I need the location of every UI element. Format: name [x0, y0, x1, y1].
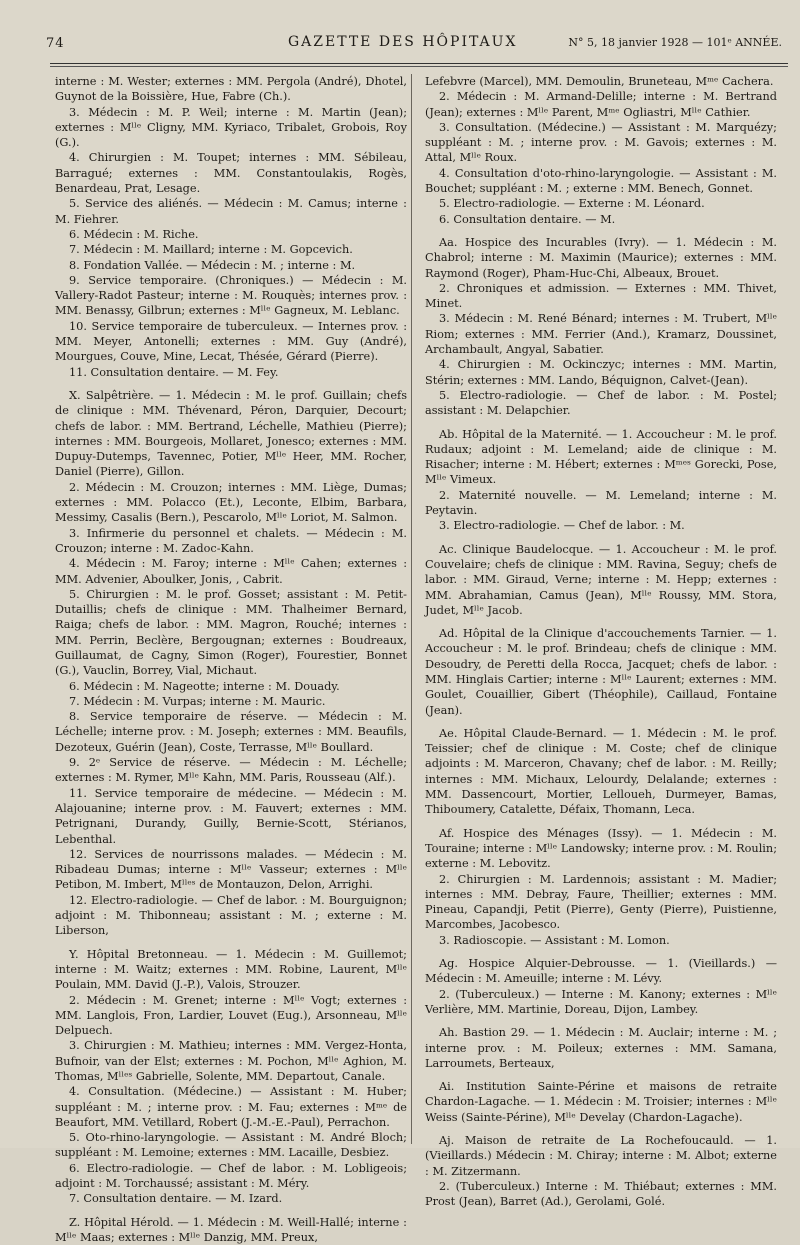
paragraph: 7. Médecin : M. Vurpas; interne : M. Mauric. [69, 694, 326, 708]
section-heading-paragraph: Y. Hôpital Bretonneau. — 1. Médecin : M. Guillemot; interne : M. Waitz; externes : MM. Robine, Laurent, Mˡˡᵉ Poulain, MM. David (J.-P.), Valois, Strouzer. [55, 947, 407, 992]
section-heading-paragraph: X. Salpêtrière. — 1. Médecin : M. le prof. Guillain; chefs de clinique : MM. Thévenard, Péron, Darquier, Decourt; chefs de labor. : MM. Bertrand, Léchelle, Mathieu (Pierre); internes : MM. Bourgeois, Mollaret, Jonesco; externes : MM. Dupuy-Dutemps, Tavennec, Potier, Mˡˡᵉ Heer, MM. Rocher, Daniel (Pierre), Gillon. [55, 388, 407, 479]
paragraph: 10. Service temporaire de tuberculeux. — Internes prov. : MM. Meyer, Antonelli; externes : MM. Guy (André), Mourgues, Couve, Mine, Lecat, Thésée, Gérard (Pierre). [55, 319, 407, 364]
section-heading-paragraph: Ae. Hôpital Claude-Bernard. — 1. Médecin : M. le prof. Teissier; chef de clinique : M. Coste; chef de clinique adjoints : M. Marceron, Chavany; chef de labor. : M. Reilly; internes : MM. Michaux, Lelourdy, Delalande; externes : MM. Dassencourt, Mortier, Lelloueh, Durmeyer, Bamas, Thiboumery, Catalette, Défaix, Thomann, Leca. [425, 726, 777, 817]
paragraph: 2. Médecin : M. Crouzon; internes : MM. Liège, Dumas; externes : MM. Polacco (Et.), Leconte, Elbim, Barbara, Messimy, Casalis (Bern.), Pescarolo, Mˡˡᵉ Loriot, M. Salmon. [55, 480, 407, 525]
paragraph: 9. Service temporaire. (Chroniques.) — Médecin : M. Vallery-Radot Pasteur; interne : M. Rouquès; internes prov. : MM. Benassy, Gilbrun; externes : Mˡˡᵉ Gagneux, M. Leblanc. [55, 273, 407, 318]
paragraph: Lefebvre (Marcel), MM. Demoulin, Bruneteau, Mᵐᵉ Cachera. [425, 75, 774, 88]
section-heading-paragraph: Z. Hôpital Hérold. — 1. Médecin : M. Weill-Hallé; interne : Mˡˡᵉ Maas; externes : Mˡˡᵉ Danzig, MM. Preux, [55, 1215, 407, 1244]
column-divider [411, 74, 412, 1144]
paragraph: 2. (Tuberculeux.) Interne : M. Thiébaut; externes : MM. Prost (Jean), Barret (Ad.), Gerolami, Golé. [425, 1179, 777, 1209]
section-heading-paragraph: Ab. Hôpital de la Maternité. — 1. Accoucheur : M. le prof. Rudaux; adjoint : M. Lemeland; aide de clinique : M. Risacher; interne : M. Hébert; externes : Mᵐᵉˢ Gorecki, Pose, Mˡˡᵉ Vimeux. [425, 427, 777, 487]
paragraph: 5. Oto-rhino-laryngologie. — Assistant : M. André Bloch; suppléant : M. Lemoine; externes : MM. Lacaille, Desbiez. [55, 1131, 407, 1160]
paragraph: 11. Service temporaire de médecine. — Médecin : M. Alajouanine; interne prov. : M. Fauvert; externes : MM. Petrignani, Durandy, Guilly, Bernie-Scott, Stérianos, Lebenthal. [55, 786, 407, 846]
paragraph: 2. (Tuberculeux.) — Interne : M. Kanony; externes : Mˡˡᵉ Verlière, MM. Martinie, Doreau, Dijon, Lambey. [425, 987, 777, 1016]
paragraph: 3. Chirurgien : M. Mathieu; internes : MM. Vergez-Honta, Bufnoir, van der Elst; externes : M. Pochon, Mˡˡᵉ Aghion, M. Thomas, Mˡˡᵉˢ Gabrielle, Solente, MM. Departout, Canale. [55, 1039, 407, 1083]
left-column [55, 74, 407, 1245]
section-heading-paragraph: Ag. Hospice Alquier-Debrousse. — 1. (Vieillards.) — Médecin : M. Ameuille; interne : M. Lévy. [425, 957, 777, 986]
paragraph: 5. Electro-radiologie. — Externe : M. Léonard. [439, 197, 705, 211]
paragraph: 3. Consultation. (Médecine.) — Assistant : M. Marquézy; suppléant : M. ; interne prov. : M. Gavois; externes : M. Attal, Mˡˡᵉ Roux. [425, 120, 777, 165]
paragraph: 3. Electro-radiologie. — Chef de labor. : M. [439, 519, 685, 533]
right-column [425, 74, 777, 1209]
section-heading-paragraph: Ai. Institution Sainte-Périne et maisons de retraite Chardon-Lagache. — 1. Médecin : M. Troisier; internes : Mˡˡᵉ Weiss (Sainte-Périne), Mˡˡᵉ Develay (Chardon-Lagache). [425, 1080, 777, 1124]
paragraph: 3. Infirmerie du personnel et chalets. — Médecin : M. Crouzon; interne : M. Zadoc-Kahn. [55, 526, 407, 555]
paragraph: 4. Chirurgien : M. Toupet; internes : MM. Sébileau, Barragué; externes : MM. Constantoulakis, Rogès, Benardeau, Prat, Lesage. [55, 151, 407, 196]
paragraph: 4. Consultation. (Médecine.) — Assistant : M. Huber; suppléant : M. ; interne prov. : M. Fau; externes : Mᵐᵉ de Beaufort, MM. Vetillard, Robert (J.-M.-E.-Paul), Perrachon. [55, 1085, 407, 1129]
paragraph: 12. Services de nourrissons malades. — Médecin : M. Ribadeau Dumas; interne : Mˡˡᵉ Vasseur; externes : Mˡˡᵉ Petibon, M. Imbert, Mˡˡᵉˢ de Montauzon, Delon, Arrighi. [55, 847, 407, 892]
section-heading-paragraph: Af. Hospice des Ménages (Issy). — 1. Médecin : M. Touraine; interne : Mˡˡᵉ Landowsky; interne prov. : M. Roulin; externe : M. Lebovitz. [425, 826, 777, 871]
paragraph: 3. Médecin : M. René Bénard; internes : M. Trubert, Mˡˡᵉ Riom; externes : MM. Ferrier (And.), Kramarz, Doussinet, Archambault, Angyal, Sabatier. [425, 312, 777, 357]
paragraph: 5. Chirurgien : M. le prof. Gosset; assistant : M. Petit-Dutaillis; chefs de clinique : MM. Thalheimer Bernard, Raiga; chefs de labor. : MM. Magron, Rouché; internes : MM. Perrin, Beclère, Bergougnan; externes : Boudreaux, Guillaumat, de Cagny, Simon (Roger), Fourestier, Bonnet (G.), Vauclin, Borrey, Vial, Michaut. [55, 587, 407, 678]
header-rule-thin [50, 66, 788, 67]
paragraph: 12. Electro-radiologie. — Chef de labor. : M. Bourguignon; adjoint : M. Thibonneau; assistant : M. ; externe : M. Liberson, [55, 893, 407, 938]
section-heading-paragraph: Ah. Bastion 29. — 1. Médecin : M. Auclair; interne : M. ; interne prov. : M. Poileux; externes : MM. Samana, Larroumets, Berteaux, [425, 1026, 777, 1070]
paragraph: 7. Médecin : M. Maillard; interne : M. Gopcevich. [69, 243, 353, 257]
issue-info: N° 5, 18 janvier 1928 — 101ᵉ ANNÉE. [568, 36, 782, 49]
section-heading-paragraph: Aa. Hospice des Incurables (Ivry). — 1. Médecin : M. Chabrol; interne : M. Maximin (Maurice); externes : MM. Raymond (Roger), Pham-Huc-Chi, Albeaux, Brouet. [425, 235, 777, 280]
page-header [40, 32, 788, 60]
paragraph: 2. Médecin : M. Armand-Delille; interne : M. Bertrand (Jean); externes : Mˡˡᵉ Parent, Mᵐᵉ Ogliastri, Mˡˡᵉ Cathier. [425, 90, 777, 119]
paragraph: 2. Maternité nouvelle. — M. Lemeland; interne : M. Peytavin. [425, 488, 777, 518]
journal-title: GAZETTE DES HÔPITAUX [288, 34, 518, 50]
paragraph: interne : M. Wester; externes : MM. Pergola (André), Dhotel, Guynot de la Boissière, Hue, Fabre (Ch.). [55, 75, 407, 104]
section-heading-paragraph: Ad. Hôpital de la Clinique d'accouchements Tarnier. — 1. Accoucheur : M. le prof. Brindeau; chefs de clinique : MM. Desoudry, de Peretti della Rocca, Jacquet; chefs de labor. : MM. Hinglais Cartier; interne : Mˡˡᵉ Laurent; externes : MM. Goulet, Couaillier, Gibert (Théophile), Caillaud, Fontaine (Jean). [425, 627, 777, 717]
paragraph: 6. Consultation dentaire. — M. [439, 212, 616, 226]
paragraph: 4. Consultation d'oto-rhino-laryngologie. — Assistant : M. Bouchet; suppléant : M. ; externe : MM. Benech, Gonnet. [425, 166, 777, 196]
paragraph: 7. Consultation dentaire. — M. Izard. [69, 1192, 283, 1206]
paragraph: 8. Service temporaire de réserve. — Médecin : M. Léchelle; interne prov. : M. Joseph; externes : MM. Beaufils, Dezoteux, Guérin (Jean), Coste, Terrasse, Mˡˡᵉ Boullard. [55, 710, 407, 754]
paragraph: 2. Chroniques et admission. — Externes : MM. Thivet, Minet. [425, 281, 777, 311]
section-heading-paragraph: Aj. Maison de retraite de La Rochefoucauld. — 1. (Vieillards.) Médecin : M. Chiray; interne : M. Albot; externe : M. Zitzermann. [425, 1134, 777, 1178]
paragraph: 3. Médecin : M. P. Weil; interne : M. Martin (Jean); externes : Mˡˡᵉ Cligny, MM. Kyriaco, Tribalet, Grobois, Roy (G.). [55, 105, 407, 150]
paragraph: 4. Chirurgien : M. Ockinczyc; internes : MM. Martin, Stérin; externes : MM. Lando, Béquignon, Calvet-(Jean). [425, 358, 777, 387]
paragraph: 6. Médecin : M. Nageotte; interne : M. Douady. [69, 679, 340, 693]
paragraph: 11. Consultation dentaire. — M. Fey. [69, 365, 279, 379]
paragraph: 4. Médecin : M. Faroy; interne : Mˡˡᵉ Cahen; externes : MM. Advenier, Aboulker, Jonis, , Cabrit. [55, 557, 407, 586]
paragraph: 2. Chirurgien : M. Lardennois; assistant : M. Madier; internes : MM. Debray, Faure, Theillier; externes : MM. Pineau, Capandji, Petit (Pierre), Genty (Pierre), Puistienne, Marcombes, Jacobesco. [425, 872, 777, 932]
paragraph: 5. Service des aliénés. — Médecin : M. Camus; interne : M. Fiehrer. [55, 197, 407, 226]
page-number: 74 [46, 36, 65, 51]
paragraph: 3. Radioscopie. — Assistant : M. Lomon. [439, 933, 670, 947]
paragraph: 9. 2ᵉ Service de réserve. — Médecin : M. Léchelle; externes : M. Rymer, Mˡˡᵉ Kahn, MM. Paris, Rousseau (Alf.). [55, 756, 407, 785]
paragraph: 8. Fondation Vallée. — Médecin : M. ; interne : M. [69, 258, 356, 272]
paragraph: 6. Electro-radiologie. — Chef de labor. : M. Lobligeois; adjoint : M. Torchaussé; assistant : M. Méry. [55, 1161, 407, 1191]
header-rule [50, 63, 788, 64]
paragraph: 6. Médecin : M. Riche. [69, 227, 199, 241]
paragraph: 5. Electro-radiologie. — Chef de labor. : M. Postel; assistant : M. Delapchier. [425, 388, 777, 418]
paragraph: 2. Médecin : M. Grenet; interne : Mˡˡᵉ Vogt; externes : MM. Langlois, Fron, Lardier, Louvet (Eug.), Arsonneau, Mˡˡᵉ Delpuech. [55, 993, 407, 1038]
section-heading-paragraph: Ac. Clinique Baudelocque. — 1. Accoucheur : M. le prof. Couvelaire; chefs de clinique : MM. Ravina, Seguy; chefs de labor. : MM. Giraud, Verne; interne : M. Hepp; externes : MM. Abrahamian, Camus (Jean), Mˡˡᵉ Roussy, MM. Stora, Judet, Mˡˡᵉ Jacob. [425, 542, 777, 617]
